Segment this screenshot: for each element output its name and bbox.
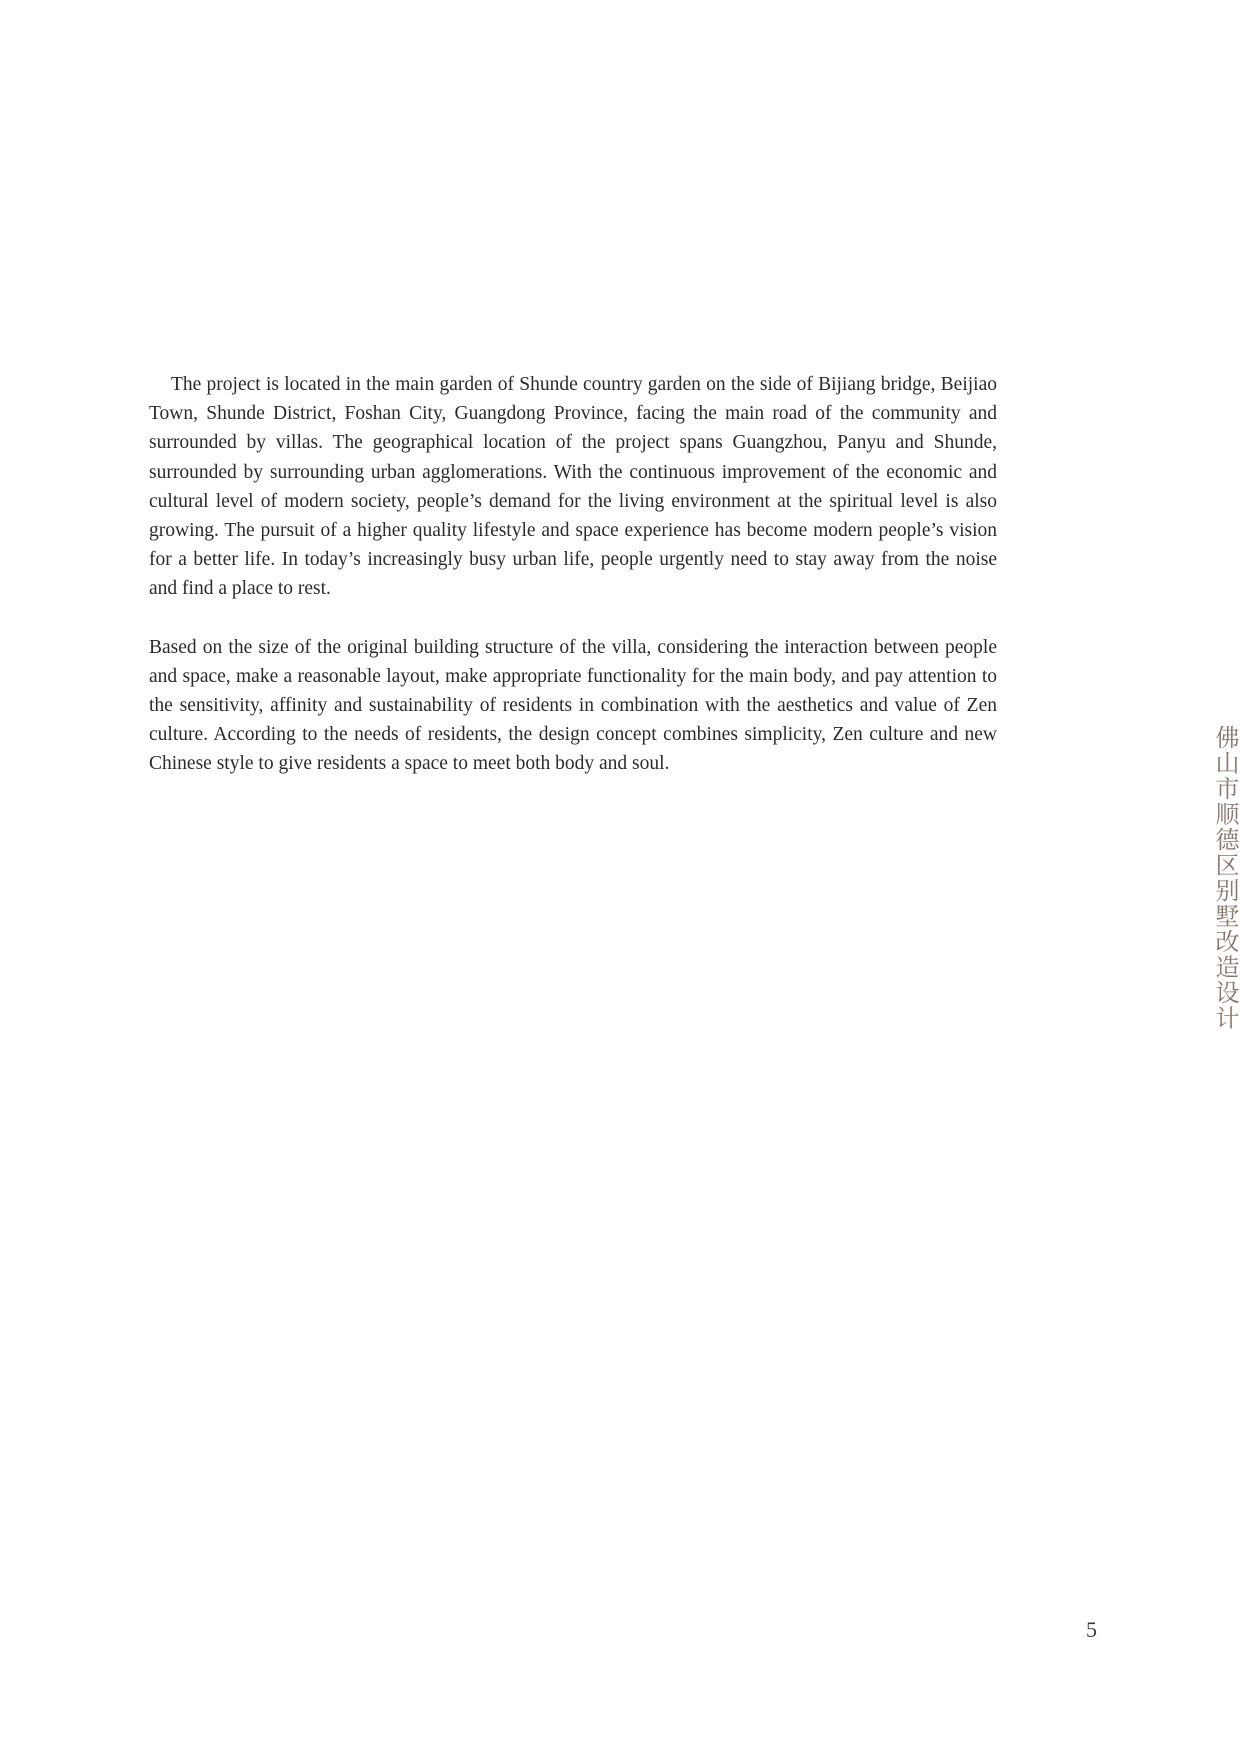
paragraph-design-concept: Based on the size of the original building structure of the villa, considering the interaction between people and space, make a reasonable layout, make appropriate functionality for the main body, and pay attention to the sensitivity, affinity and sustainability of residents in combination with the aesthetics and value of Zen culture. According to the needs of residents, the design concept combines simplicity, Zen culture and new Chinese style to give residents a space to meet both body and soul. bbox=[149, 636, 997, 775]
page-number: 5 bbox=[1086, 1617, 1097, 1642]
paragraph-project-location: The project is located in the main garden of Shunde country garden on the side of Bijiang bridge, Beijiao Town, Shunde District, Foshan City, Guangdong Province, facing the main road of the community and surrounded by villas. The geographical location of the project spans Guangzhou, Panyu and Shunde, surrounded by surrounding urban agglomerations. With the continuous improvement of the economic and cultural level of modern society, people’s demand for the living environment at the spiritual level is also growing. The pursuit of a higher quality lifestyle and space experience has become modern people’s vision for a better life. In today’s increasingly busy urban life, people urgently need to stay away from the noise and find a place to rest. bbox=[149, 374, 997, 600]
body-text bbox=[149, 370, 997, 779]
vertical-side-title: 佛山市顺德区别墅改造设计 bbox=[1211, 725, 1239, 1031]
